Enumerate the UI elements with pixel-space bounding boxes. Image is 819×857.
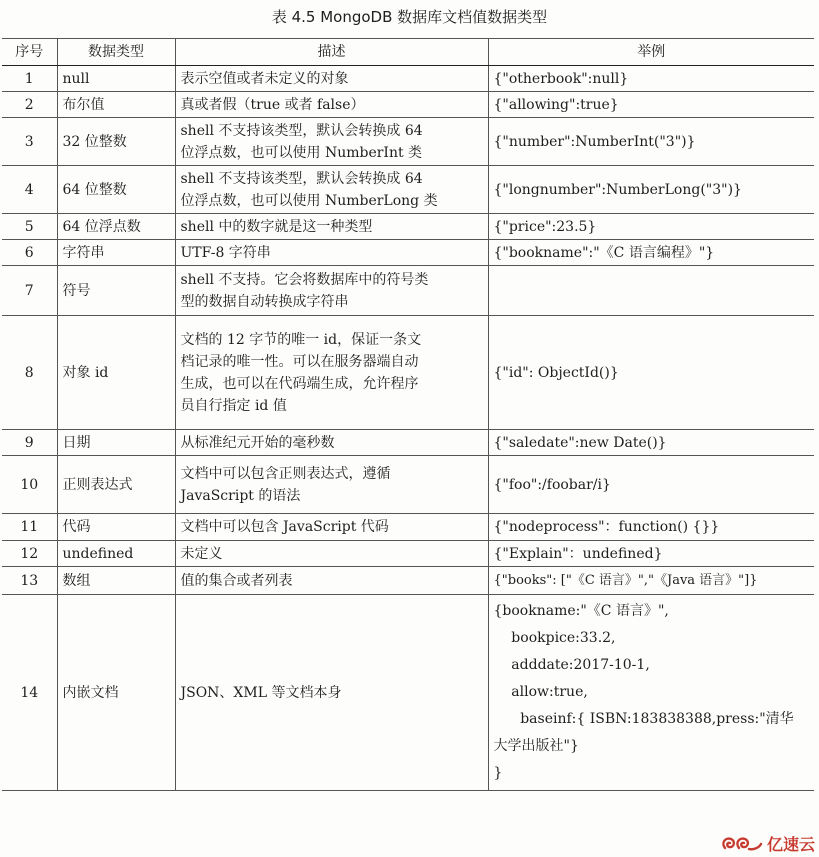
table-row [2,456,814,514]
table-row [2,166,814,214]
header-type: 数据类型 [57,39,175,66]
watermark-text: 亿速云 [766,835,815,854]
row-no: 5 [2,214,57,240]
row-example: {"books": ["《C 语言》","《Java 语言》"]} [488,567,814,595]
row-desc: 表示空值或者未定义的对象 [175,66,488,92]
row-desc: 文档中可以包含 JavaScript 代码 [175,514,488,541]
row-no: 8 [2,316,57,430]
row-type: 数组 [57,567,175,595]
row-desc: shell 中的数字就是这一种类型 [175,214,488,240]
row-type: 正则表达式 [57,456,175,514]
row-example: {"price":23.5} [488,214,814,240]
header-desc: 描述 [175,39,488,66]
swirl-logo-icon [719,833,763,855]
row-no: 4 [2,166,57,214]
row-example: {"id": ObjectId()} [488,316,814,430]
row-example: {"longnumber":NumberLong("3")} [488,166,814,214]
header-row [2,39,814,66]
row-desc: UTF-8 字符串 [175,240,488,266]
table-row [2,514,814,541]
row-example [488,266,814,316]
row-desc: 值的集合或者列表 [175,567,488,595]
table-row [2,266,814,316]
table-row [2,541,814,567]
row-no: 7 [2,266,57,316]
row-no: 1 [2,66,57,92]
row-desc: shell 不支持该类型，默认会转换成 64 位浮点数，也可以使用 NumberInt 类 [175,118,488,166]
row-type: 64 位浮点数 [57,214,175,240]
table-row [2,214,814,240]
row-type: undefined [57,541,175,567]
row-type: 对象 id [57,316,175,430]
table-row [2,567,814,595]
row-example: {"foo":/foobar/i} [488,456,814,514]
row-type: 符号 [57,266,175,316]
row-example: {"nodeprocess"：function() {}} [488,514,814,541]
row-type: 32 位整数 [57,118,175,166]
row-example: {"bookname":"《C 语言编程》"} [488,240,814,266]
data-types-table [2,38,814,791]
header-example: 举例 [488,39,814,66]
row-no: 14 [2,595,57,791]
row-desc: 真或者假（true 或者 false） [175,92,488,118]
row-type: 日期 [57,430,175,456]
row-example: {"allowing":true} [488,92,814,118]
row-no: 3 [2,118,57,166]
header-no: 序号 [2,39,57,66]
row-desc: shell 不支持该类型，默认会转换成 64 位浮点数，也可以使用 NumberLong 类 [175,166,488,214]
row-no: 2 [2,92,57,118]
row-type: 内嵌文档 [57,595,175,791]
row-type: 字符串 [57,240,175,266]
row-no: 13 [2,567,57,595]
table-row [2,316,814,430]
row-type: null [57,66,175,92]
row-example: {"otherbook":null} [488,66,814,92]
row-example: {"number":NumberInt("3")} [488,118,814,166]
table-caption: 表 4.5 MongoDB 数据库文档值数据类型 [271,8,548,26]
row-desc: 未定义 [175,541,488,567]
row-no: 12 [2,541,57,567]
table-row [2,595,814,791]
row-no: 9 [2,430,57,456]
watermark [719,832,815,855]
row-no: 6 [2,240,57,266]
row-desc: 文档中可以包含正则表达式，遵循 JavaScript 的语法 [175,456,488,514]
row-example: {"Explain"：undefined} [488,541,814,567]
row-no: 10 [2,456,57,514]
row-desc: 文档的 12 字节的唯一 id，保证一条文 档记录的唯一性。可以在服务器端自动 生成，也可以在代码端生成，允许程序 员自行指定 id 值 [175,316,488,430]
table-row [2,66,814,92]
row-type: 布尔值 [57,92,175,118]
row-desc: 从标准纪元开始的毫秒数 [175,430,488,456]
row-no: 11 [2,514,57,541]
table-row [2,240,814,266]
table-row [2,430,814,456]
row-desc: JSON、XML 等文档本身 [175,595,488,791]
row-desc: shell 不支持。它会将数据库中的符号类 型的数据自动转换成字符串 [175,266,488,316]
row-example: {bookname:"《C 语言》", bookpice:33.2, adddate:2017-10-1, allow:true, baseinf:{ ISBN:183838388,press:"清华 大学出版社"} } [488,595,814,791]
table-row [2,118,814,166]
row-type: 64 位整数 [57,166,175,214]
row-type: 代码 [57,514,175,541]
table-row [2,92,814,118]
row-example: {"saledate":new Date()} [488,430,814,456]
